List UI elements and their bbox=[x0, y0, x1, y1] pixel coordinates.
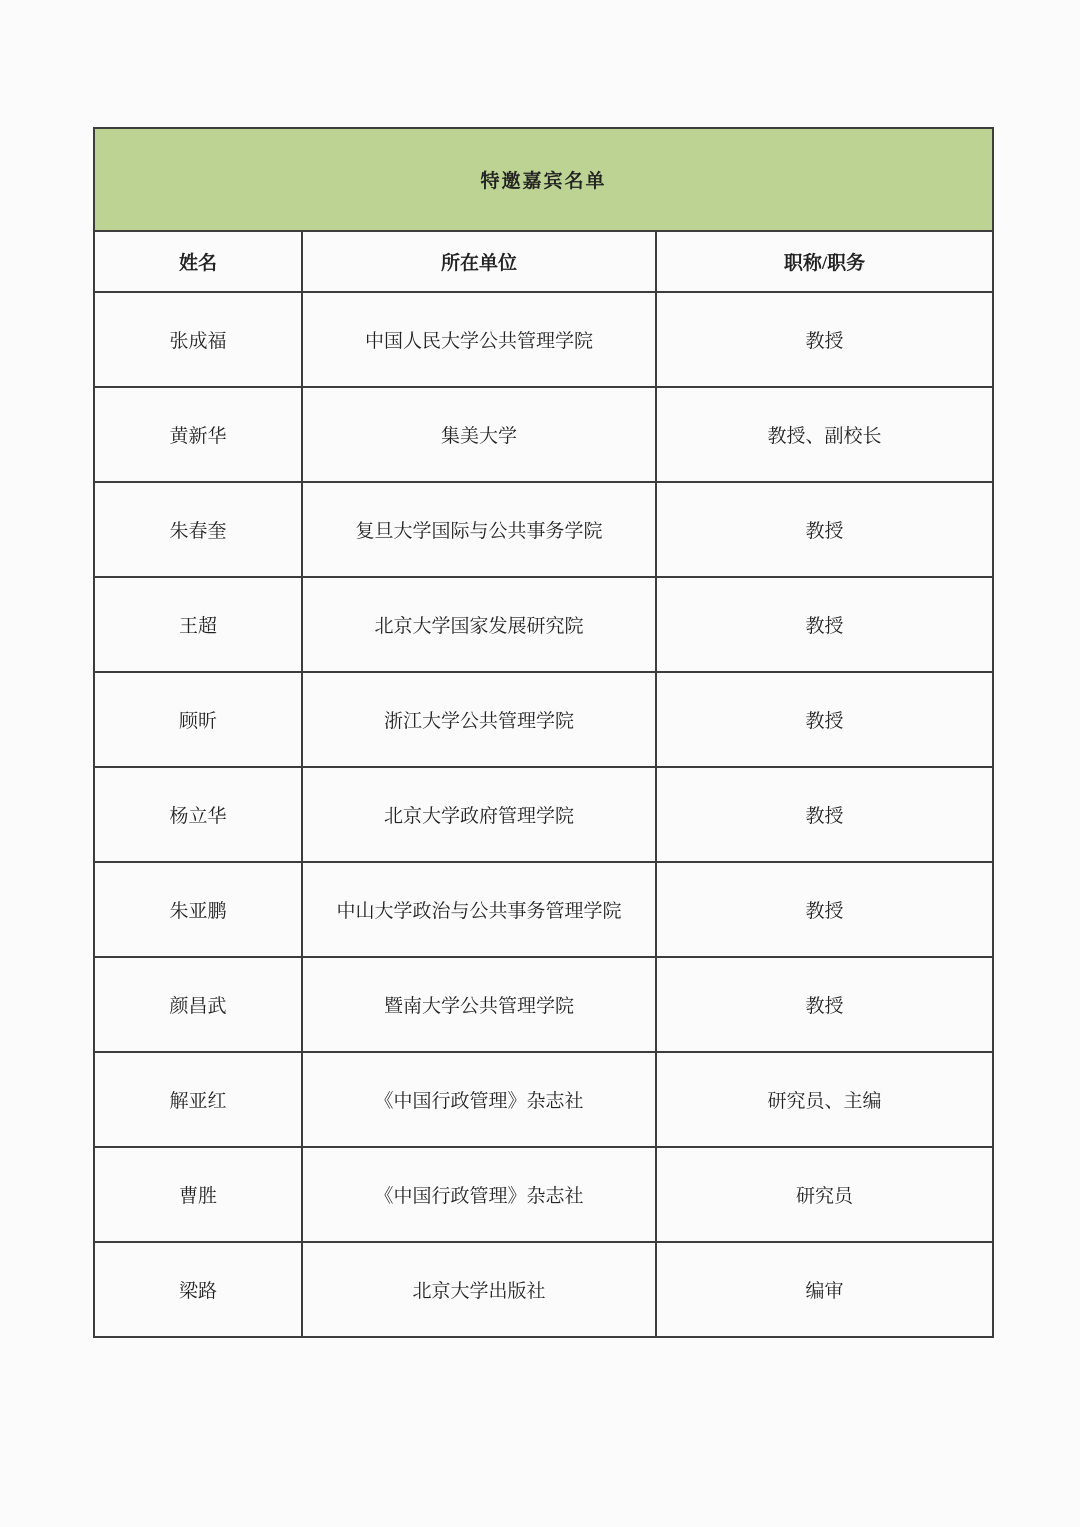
title-cell: 教授 bbox=[656, 862, 993, 957]
table-row bbox=[94, 767, 993, 862]
title-cell: 教授 bbox=[656, 482, 993, 577]
table-row bbox=[94, 387, 993, 482]
guest-name-cell: 梁路 bbox=[94, 1242, 302, 1337]
guest-name-cell: 朱亚鹏 bbox=[94, 862, 302, 957]
title-cell: 教授 bbox=[656, 767, 993, 862]
guest-name-cell: 张成福 bbox=[94, 292, 302, 387]
column-header-affiliation: 所在单位 bbox=[302, 231, 656, 292]
table-row bbox=[94, 1052, 993, 1147]
guest-name-cell: 黄新华 bbox=[94, 387, 302, 482]
table-row bbox=[94, 1147, 993, 1242]
guest-name-cell: 王超 bbox=[94, 577, 302, 672]
title-cell: 编审 bbox=[656, 1242, 993, 1337]
guest-name-cell: 颜昌武 bbox=[94, 957, 302, 1052]
table-row bbox=[94, 862, 993, 957]
affiliation-cell: 中山大学政治与公共事务管理学院 bbox=[302, 862, 656, 957]
title-cell: 教授、副校长 bbox=[656, 387, 993, 482]
affiliation-cell: 暨南大学公共管理学院 bbox=[302, 957, 656, 1052]
title-cell: 教授 bbox=[656, 672, 993, 767]
title-cell: 教授 bbox=[656, 577, 993, 672]
guest-name-cell: 杨立华 bbox=[94, 767, 302, 862]
guest-name-cell: 曹胜 bbox=[94, 1147, 302, 1242]
affiliation-cell: 中国人民大学公共管理学院 bbox=[302, 292, 656, 387]
table-title: 特邀嘉宾名单 bbox=[94, 128, 993, 231]
guest-name-cell: 解亚红 bbox=[94, 1052, 302, 1147]
title-cell: 教授 bbox=[656, 957, 993, 1052]
table-row bbox=[94, 482, 993, 577]
table-row bbox=[94, 957, 993, 1052]
table-row bbox=[94, 1242, 993, 1337]
guest-name-cell: 朱春奎 bbox=[94, 482, 302, 577]
table-title-row bbox=[94, 128, 993, 231]
title-cell: 研究员、主编 bbox=[656, 1052, 993, 1147]
table-header-row bbox=[94, 231, 993, 292]
title-cell: 研究员 bbox=[656, 1147, 993, 1242]
affiliation-cell: 集美大学 bbox=[302, 387, 656, 482]
column-header-title: 职称/职务 bbox=[656, 231, 993, 292]
invited-guests-table bbox=[93, 127, 994, 1338]
table-row bbox=[94, 672, 993, 767]
affiliation-cell: 北京大学政府管理学院 bbox=[302, 767, 656, 862]
affiliation-cell: 《中国行政管理》杂志社 bbox=[302, 1147, 656, 1242]
affiliation-cell: 复旦大学国际与公共事务学院 bbox=[302, 482, 656, 577]
affiliation-cell: 浙江大学公共管理学院 bbox=[302, 672, 656, 767]
affiliation-cell: 《中国行政管理》杂志社 bbox=[302, 1052, 656, 1147]
affiliation-cell: 北京大学出版社 bbox=[302, 1242, 656, 1337]
table-row bbox=[94, 577, 993, 672]
guest-name-cell: 顾昕 bbox=[94, 672, 302, 767]
table-row bbox=[94, 292, 993, 387]
title-cell: 教授 bbox=[656, 292, 993, 387]
column-header-name: 姓名 bbox=[94, 231, 302, 292]
affiliation-cell: 北京大学国家发展研究院 bbox=[302, 577, 656, 672]
